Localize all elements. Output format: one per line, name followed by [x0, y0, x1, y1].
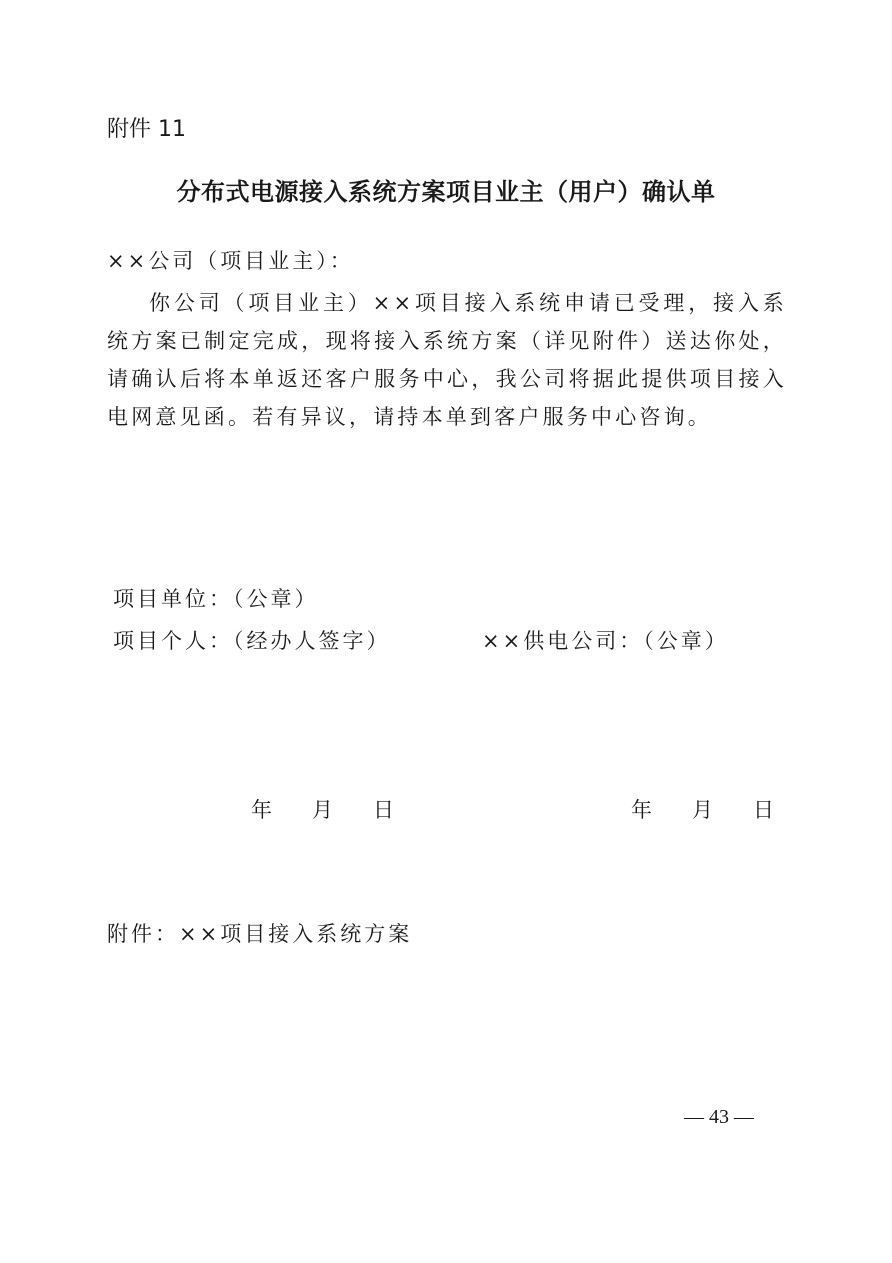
right-date-day: 日 [753, 798, 774, 822]
page-number: — 43 — [684, 1106, 754, 1128]
power-company-seal: ××供电公司：（公章） [482, 629, 729, 653]
right-date-year: 年 [631, 798, 652, 822]
project-unit-seal: 项目单位：（公章） [113, 587, 319, 611]
left-date-month: 月 [312, 798, 333, 822]
body-paragraph: 你公司（项目业主）××项目接入系统申请已受理，接入系统方案已制定完成，现将接入系统方案（详见附件）送达你处，请确认后将本单返还客户服务中心，我公司将据此提供项目接入电网意见函。若有异议，请持本单到客户服务中心咨询。 [107, 291, 787, 429]
left-date-day: 日 [373, 798, 394, 822]
salutation: ××公司（项目业主）： [107, 249, 354, 273]
right-date-month: 月 [692, 798, 713, 822]
document-title: 分布式电源接入系统方案项目业主（用户）确认单 [176, 178, 716, 206]
left-date-year: 年 [251, 798, 272, 822]
project-individual-signature: 项目个人：（经办人签字） [113, 629, 391, 653]
attachment-note: 附件：××项目接入系统方案 [107, 922, 413, 946]
attachment-label: 附件 11 [107, 117, 186, 142]
